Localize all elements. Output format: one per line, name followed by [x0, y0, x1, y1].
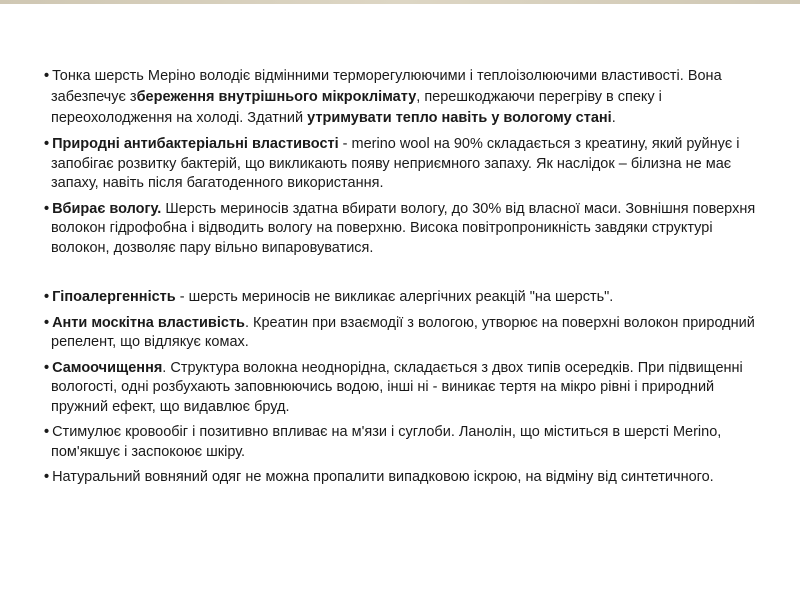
- list-item-antibacterial: • Природні антибактеріальні властивості - merino wool на 90% складається з креатину, який руйнує і запобігає розвитку бактерій, що викликають появу неприємного запаху. Як наслідок – білизна не має запаху, навіть після багатоденного використання.: [44, 136, 740, 191]
- bullet-marker: •: [44, 289, 50, 305]
- bullet-marker: •: [44, 469, 50, 485]
- bullet-marker: •: [44, 200, 50, 217]
- bullet-marker: •: [44, 424, 50, 440]
- list-item-moisture: • Вбирає вологу. Шерсть мериносів здатна вбирати вологу, до 30% від власної маси. Зовнішня поверхня волокон гідрофобна і відводить вологу на поверхню. Висока повітропроникність завдяки структурі волокон, дозволяє пару вільно випаровуватися.: [44, 200, 756, 256]
- list-item-circulation: • Стимулює кровообіг і позитивно впливає на м'язи і суглоби. Ланолін, що міститься в шерсті Merino, пом'якшує і заспокоює шкіру.: [44, 424, 722, 460]
- bullet-marker: •: [44, 136, 50, 152]
- list-item-self-cleaning: • Самоочищення. Структура волокна неоднорідна, складається з двох типів осередків. При підвищенні вологості, одні розбухають заповнюючись водою, інші ні - виникає тертя на мікро рівні і природний пружний ефект, що видавлює бруд.: [44, 359, 743, 415]
- merino-properties-list: [44, 66, 766, 494]
- bullet-marker: •: [44, 314, 50, 331]
- bullet-marker: •: [44, 359, 50, 376]
- list-item-anti-mosquito: • Анти москітна властивість. Креатин при взаємодії з вологою, утворює на поверхні волокон природний репелент, що відлякує комах.: [44, 314, 755, 350]
- list-item-fire-resistance: • Натуральний вовняний одяг не можна пропалити випадковою іскрою, на відміну від синтетичного.: [44, 469, 714, 485]
- bullet-marker: •: [44, 68, 50, 84]
- list-item-hypoallergenic: • Гіпоалергенність - шерсть мериносів не викликає алергічних реакцій "на шерсть".: [44, 289, 614, 305]
- top-decorative-bar: [0, 0, 800, 4]
- list-item-thermoregulation: • Тонка шерсть Меріно володіє відмінними терморегулюючими і теплоізолюючими властивості. Вона забезпечує збереження внутрішнього мікроклімату, перешкоджаючи перегріву в спеку і переохолодження на холоді. Здатний утримувати тепло навіть у вологому стані.: [44, 68, 722, 126]
